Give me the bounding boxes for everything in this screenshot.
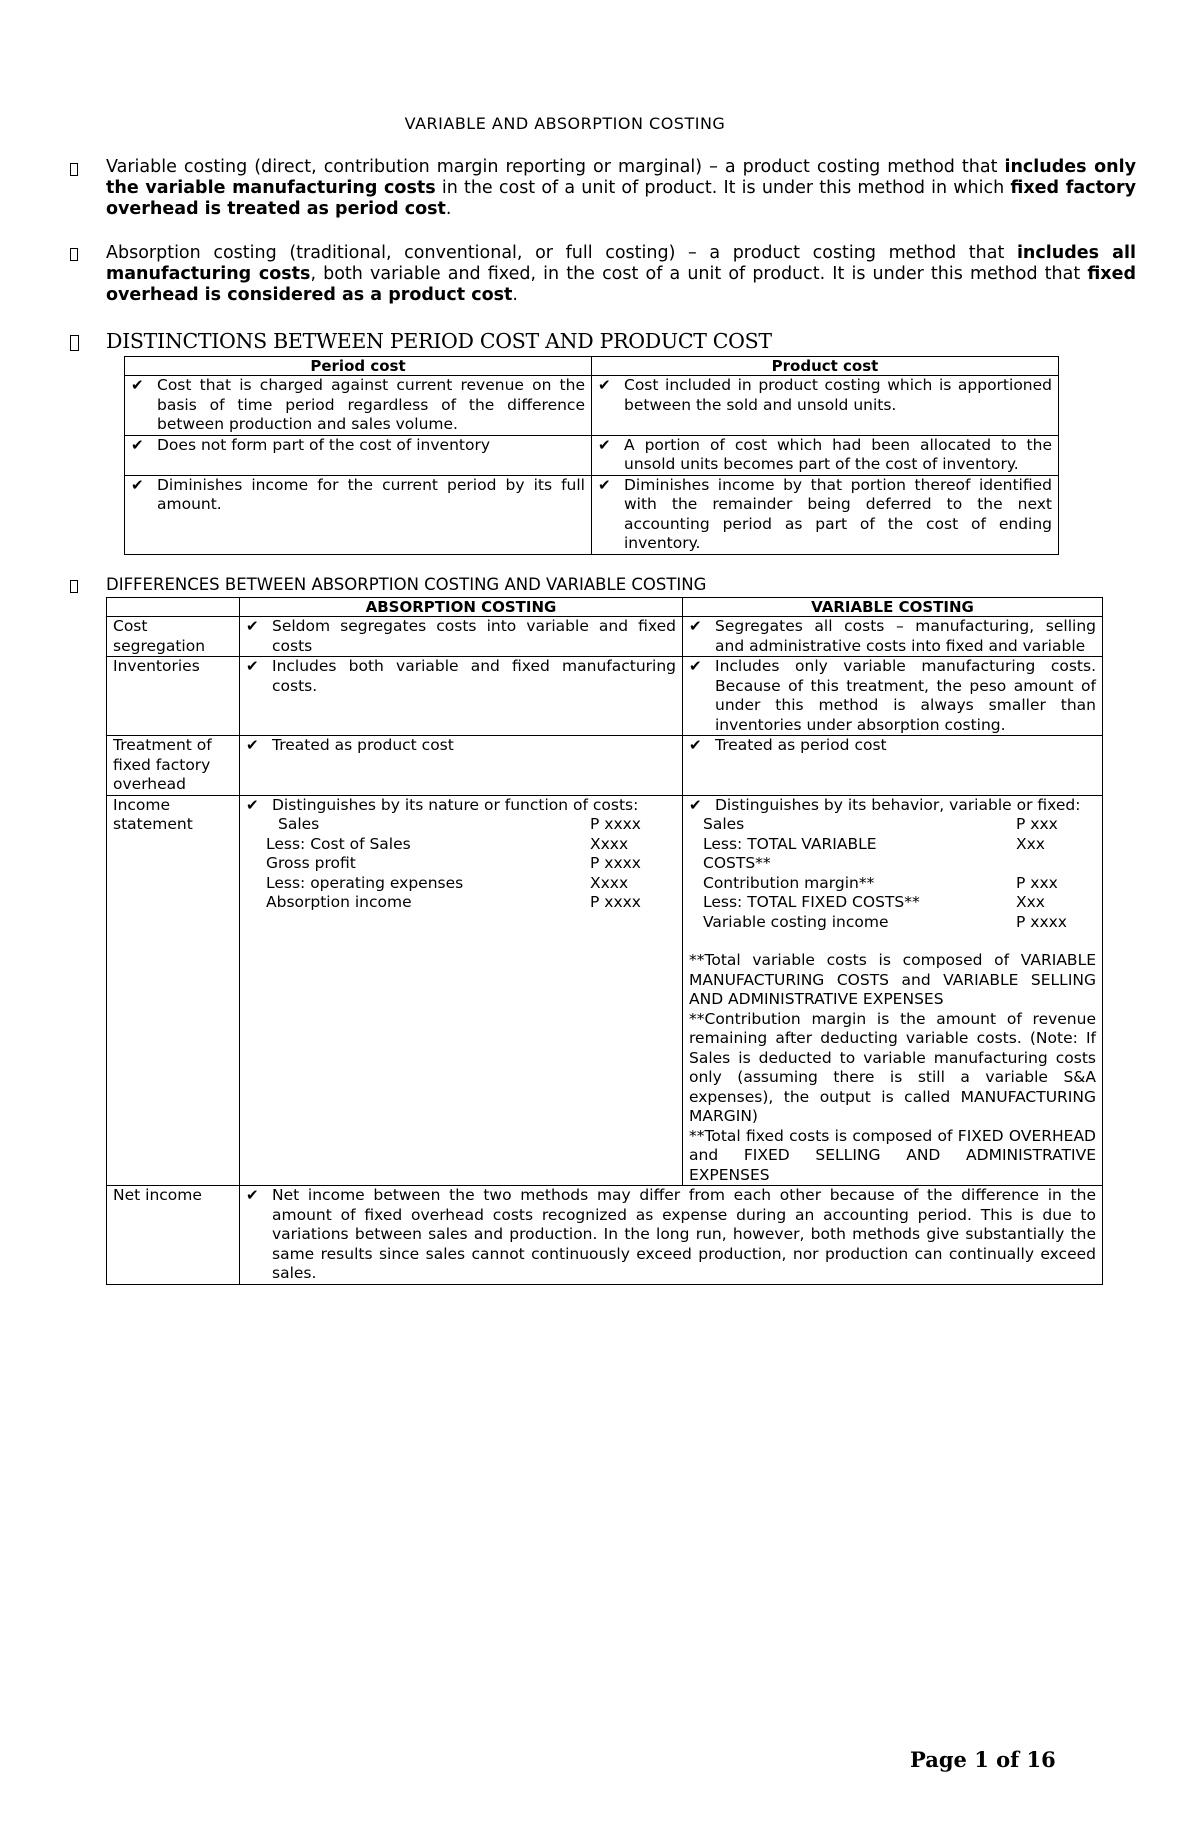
bullet-marker [70,335,79,351]
check-icon: ✔ [598,475,611,494]
statement-label: Less: TOTAL VARIABLE COSTS** [703,834,877,872]
check-icon: ✔ [131,475,144,494]
table-row-income-statement [107,795,1103,1186]
statement-amount: P xxxx [590,815,641,833]
table-cell [592,376,1059,436]
bullet-marker [70,580,78,593]
statement-label: Absorption income [266,893,412,911]
statement-label: Less: Cost of Sales [266,834,411,853]
statement-amount: Xxx [1016,834,1045,853]
check-icon: ✔ [598,435,611,454]
cell-text: Treated as period cost [715,736,887,754]
table-cell [683,736,1103,796]
table-header-row [125,357,1059,376]
row-label: Cost segregation [107,617,240,657]
cell-text: Segregates all costs – manufacturing, selling and administrative costs into fixed and variable [715,617,1096,655]
column-header [107,598,240,617]
table-row [125,435,1059,475]
statement-line [266,854,646,874]
table-cell [125,376,592,436]
statement-amount: P xxxx [590,854,641,872]
check-icon: ✔ [598,376,611,394]
table-cell [592,475,1059,554]
cell-text: Does not form part of the cost of inventory [157,435,491,454]
row-label: Net income [107,1186,240,1285]
check-icon: ✔ [246,617,259,635]
check-icon: ✔ [689,736,702,754]
row-label: Treatment of fixed factory overhead [107,736,240,796]
cell-text: Seldom segregates costs into variable and fixed costs [272,617,676,655]
statement-label: Less: TOTAL FIXED COSTS** [703,893,920,911]
cell-text: Diminishes income for the current period by its full amount. [157,475,585,513]
text: Absorption costing (traditional, conventional, or full costing) – a product costing method that [106,243,1017,263]
table-cell [683,795,1103,1186]
table-cell [240,617,683,657]
cell-text: Treated as product cost [272,736,454,754]
column-header: ABSORPTION COSTING [240,598,683,617]
check-icon: ✔ [246,795,259,814]
table-row [107,657,1103,736]
table-row-net-income [107,1186,1103,1285]
check-icon: ✔ [689,657,702,675]
statement-line [266,835,646,855]
statement-label: Sales [703,815,745,833]
section-heading-distinctions: DISTINCTIONS BETWEEN PERIOD COST AND PRODUCT COST [106,329,772,353]
page-number: Page 1 of 16 [910,1747,1056,1772]
variable-income-statement [689,815,1096,932]
statement-line [703,913,1072,933]
statement-line [703,893,1072,913]
cell-text: Distinguishes by its behavior, variable or fixed: [715,795,1081,814]
statement-line [266,815,646,835]
bold-text: fixed overhead is considered as a product cost [106,264,1136,305]
check-icon: ✔ [246,1186,259,1204]
note-total-variable-costs: **Total variable costs is composed of VARIABLE MANUFACTURING COSTS and VARIABLE SELLING AND ADMINISTRATIVE EXPENSES [689,951,1096,1008]
check-icon: ✔ [689,795,702,814]
check-icon: ✔ [131,376,144,394]
row-label: Inventories [107,657,240,736]
text: . [512,285,518,305]
statement-line [703,835,1072,874]
statement-amount: Xxx [1016,893,1045,911]
note-contribution-margin: **Contribution margin is the amount of revenue remaining after deducting variable costs. (Note: If Sales is deducted to variable manufacturing costs only (assuming there is still a variable S&A expenses), the output is called MANUFACTURING MARGIN) [689,1009,1096,1125]
table-cell [240,736,683,796]
check-icon: ✔ [246,736,259,754]
table-cell [240,657,683,736]
table-cell [683,617,1103,657]
column-header: Period cost [125,357,592,376]
statement-line [703,815,1072,835]
cell-text: Includes only variable manufacturing costs. Because of this treatment, the peso amount of under this method is always smaller than inventories under absorption costing. [715,657,1096,734]
statement-line [703,874,1072,894]
row-label: Income statement [107,795,240,1186]
paragraph-absorption-costing [106,243,1136,306]
statement-label: Sales [278,815,320,833]
statement-line [266,893,646,913]
table-cell [683,657,1103,736]
document-title: VARIABLE AND ABSORPTION COSTING [404,114,726,133]
statement-amount: P xxx [1016,815,1058,833]
table-row [125,376,1059,436]
text: . [445,199,452,219]
bold-text: includes all manufacturing costs [106,243,1136,284]
statement-label: Gross profit [266,854,356,872]
column-header: Product cost [592,357,1059,376]
cell-text: A portion of cost which had been allocated to the unsold units becomes part of the cost of inventory. [624,435,1052,473]
bold-text: fixed factory overhead is treated as period cost [106,178,1136,219]
paragraph-variable-costing [106,157,1136,220]
column-header: VARIABLE COSTING [683,598,1103,617]
statement-label: Contribution margin** [703,873,875,892]
cell-text: Cost that is charged against current revenue on the basis of time period regardless of the difference between production and sales volume. [157,376,585,433]
section-heading-differences: DIFFERENCES BETWEEN ABSORPTION COSTING AND VARIABLE COSTING [106,575,707,594]
bullet-marker [70,248,78,261]
statement-amount: Xxxx [590,873,629,892]
statement-label: Less: operating expenses [266,873,464,892]
statement-amount: P xxxx [1016,912,1067,931]
text: Variable costing (direct, contribution margin reporting or marginal) – a product costing method that [106,157,1005,177]
cell-text: Cost included in product costing which is apportioned between the sold and unsold units. [624,376,1052,414]
table-cell [125,475,592,554]
statement-amount: P xxxx [590,893,641,911]
table-cell [240,1186,1103,1285]
cell-text: Distinguishes by its nature or function of costs: [272,795,639,814]
cell-text: Net income between the two methods may differ from each other because of the difference in the amount of fixed overhead costs recognized as expense during an accounting period. This is due to variations between sales and production. In the long run, however, both methods give substantially the same results since sales cannot continuously exceed production, nor production can continually exceed sales. [272,1186,1096,1282]
check-icon: ✔ [246,657,259,675]
statement-label: Variable costing income [703,912,889,931]
text: in the cost of a unit of product. It is under this method in which [435,178,1011,198]
cell-text: Includes both variable and fixed manufacturing costs. [272,657,676,695]
note-total-fixed-costs: **Total fixed costs is composed of FIXED OVERHEAD and FIXED SELLING AND ADMINISTRATIVE EXPENSES [689,1126,1096,1184]
check-icon: ✔ [689,617,702,635]
absorption-income-statement [246,815,676,913]
table-cell [240,795,683,1186]
text: , both variable and fixed, in the cost of a unit of product. It is under this method that [310,264,1088,284]
period-product-cost-table [124,356,1059,555]
table-header-row [107,598,1103,617]
statement-amount: P xxx [1016,873,1058,892]
table-cell [125,435,592,475]
table-row [107,736,1103,796]
statement-amount: Xxxx [590,834,629,853]
absorption-variable-table [106,597,1103,1285]
cell-text: Diminishes income by that portion thereof identified with the remainder being deferred to the next accounting period as part of the cost of ending inventory. [624,475,1052,552]
table-row [125,475,1059,554]
table-cell [592,435,1059,475]
statement-line [266,874,646,894]
bold-text: includes only the variable manufacturing costs [106,157,1136,198]
bullet-marker [70,163,78,176]
check-icon: ✔ [131,435,144,454]
table-row [107,617,1103,657]
